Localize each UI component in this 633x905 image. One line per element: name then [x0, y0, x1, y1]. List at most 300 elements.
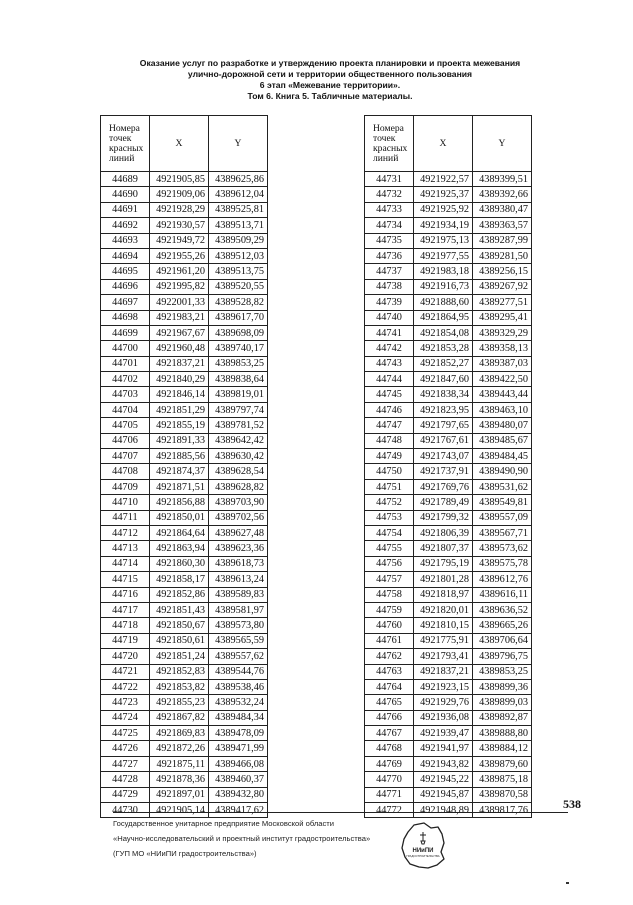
table-row — [101, 187, 268, 202]
table-body-left — [101, 172, 268, 818]
x-coordinate-cell: 4921860,30 — [150, 556, 209, 571]
table-row — [101, 525, 268, 540]
point-number-cell: 44694 — [101, 248, 150, 263]
x-coordinate-cell: 4921807,37 — [414, 541, 473, 556]
x-coordinate-cell: 4921852,27 — [414, 356, 473, 371]
x-coordinate-cell: 4921853,82 — [150, 679, 209, 694]
table-row — [365, 310, 532, 325]
x-coordinate-cell: 4921837,21 — [150, 356, 209, 371]
y-coordinate-cell: 4389277,51 — [473, 295, 532, 310]
table-row — [365, 541, 532, 556]
table-row — [365, 279, 532, 294]
point-number-cell: 44762 — [365, 649, 414, 664]
y-coordinate-cell: 4389740,17 — [209, 341, 268, 356]
point-number-cell: 44735 — [365, 233, 414, 248]
point-number-cell: 44709 — [101, 479, 150, 494]
x-coordinate-cell: 4921806,39 — [414, 525, 473, 540]
y-coordinate-cell: 4389281,50 — [473, 248, 532, 263]
x-coordinate-cell: 4922001,33 — [150, 295, 209, 310]
x-coordinate-cell: 4921775,91 — [414, 633, 473, 648]
table-row — [365, 433, 532, 448]
table-row — [365, 418, 532, 433]
point-number-cell: 44752 — [365, 495, 414, 510]
point-number-cell: 44706 — [101, 433, 150, 448]
table-row — [365, 741, 532, 756]
table-row — [365, 602, 532, 617]
table-row — [365, 218, 532, 233]
x-coordinate-cell: 4921891,33 — [150, 433, 209, 448]
table-row — [101, 572, 268, 587]
x-coordinate-cell: 4921871,51 — [150, 479, 209, 494]
table-row — [101, 664, 268, 679]
point-number-cell: 44716 — [101, 587, 150, 602]
point-number-cell: 44719 — [101, 633, 150, 648]
table-row — [101, 741, 268, 756]
y-coordinate-cell: 4389612,04 — [209, 187, 268, 202]
table-row — [365, 710, 532, 725]
point-number-cell: 44702 — [101, 372, 150, 387]
header-point-l1: Номера — [109, 122, 140, 134]
x-coordinate-cell: 4921960,48 — [150, 341, 209, 356]
y-coordinate-cell: 4389466,08 — [209, 756, 268, 771]
x-coordinate-cell: 4921851,43 — [150, 602, 209, 617]
point-number-cell: 44691 — [101, 202, 150, 217]
y-coordinate-cell: 4389549,81 — [473, 495, 532, 510]
y-coordinate-cell: 4389573,80 — [209, 618, 268, 633]
y-coordinate-cell: 4389870,58 — [473, 787, 532, 802]
header-line-3: 6 этап «Межевание территории». — [259, 80, 401, 90]
point-number-cell: 44717 — [101, 602, 150, 617]
y-coordinate-cell: 4389287,99 — [473, 233, 532, 248]
x-coordinate-cell: 4921930,57 — [150, 218, 209, 233]
scan-mark — [566, 882, 569, 884]
table-row — [365, 264, 532, 279]
y-coordinate-cell: 4389796,75 — [473, 649, 532, 664]
x-coordinate-cell: 4921905,85 — [150, 172, 209, 187]
coordinates-table-left — [100, 115, 268, 818]
y-coordinate-cell: 4389520,55 — [209, 279, 268, 294]
y-coordinate-cell: 4389875,18 — [473, 772, 532, 787]
point-number-cell: 44760 — [365, 618, 414, 633]
point-number-cell: 44728 — [101, 772, 150, 787]
y-coordinate-cell: 4389538,46 — [209, 679, 268, 694]
table-header-row — [101, 116, 268, 172]
x-coordinate-cell: 4921943,82 — [414, 756, 473, 771]
point-number-cell: 44726 — [101, 741, 150, 756]
x-coordinate-cell: 4921856,88 — [150, 495, 209, 510]
table-row — [101, 510, 268, 525]
y-coordinate-cell: 4389636,52 — [473, 602, 532, 617]
point-number-cell: 44764 — [365, 679, 414, 694]
point-number-cell: 44714 — [101, 556, 150, 571]
point-number-cell: 44718 — [101, 618, 150, 633]
x-coordinate-cell: 4921995,82 — [150, 279, 209, 294]
point-number-cell: 44741 — [365, 325, 414, 340]
table-row — [365, 479, 532, 494]
table-row — [101, 310, 268, 325]
y-coordinate-cell: 4389879,60 — [473, 756, 532, 771]
table-row — [365, 233, 532, 248]
y-coordinate-cell: 4389884,12 — [473, 741, 532, 756]
table-row — [101, 772, 268, 787]
point-number-cell: 44722 — [101, 679, 150, 694]
table-row — [365, 449, 532, 464]
point-number-cell: 44721 — [101, 664, 150, 679]
table-row — [101, 218, 268, 233]
y-coordinate-cell: 4389417,62 — [209, 803, 268, 818]
y-coordinate-cell: 4389665,26 — [473, 618, 532, 633]
y-coordinate-cell: 4389256,15 — [473, 264, 532, 279]
x-coordinate-cell: 4921850,61 — [150, 633, 209, 648]
footer-line-1: Государственное унитарное предприятие Московской области — [113, 819, 335, 828]
table-row — [365, 464, 532, 479]
y-coordinate-cell: 4389358,13 — [473, 341, 532, 356]
point-number-cell: 44745 — [365, 387, 414, 402]
x-coordinate-cell: 4921936,08 — [414, 710, 473, 725]
table-row — [101, 587, 268, 602]
point-number-cell: 44710 — [101, 495, 150, 510]
point-number-cell: 44746 — [365, 402, 414, 417]
x-coordinate-cell: 4921769,76 — [414, 479, 473, 494]
table-row — [365, 649, 532, 664]
footer-divider — [113, 812, 568, 813]
point-number-cell: 44724 — [101, 710, 150, 725]
x-coordinate-cell: 4921795,19 — [414, 556, 473, 571]
x-coordinate-cell: 4921872,26 — [150, 741, 209, 756]
point-number-cell: 44739 — [365, 295, 414, 310]
point-number-cell: 44725 — [101, 726, 150, 741]
header-point-number — [365, 116, 414, 172]
x-coordinate-cell: 4921837,21 — [414, 664, 473, 679]
point-number-cell: 44695 — [101, 264, 150, 279]
table-row — [365, 187, 532, 202]
y-coordinate-cell: 4389525,81 — [209, 202, 268, 217]
y-coordinate-cell: 4389573,62 — [473, 541, 532, 556]
table-row — [365, 510, 532, 525]
table-row — [365, 525, 532, 540]
x-coordinate-cell: 4921909,06 — [150, 187, 209, 202]
x-coordinate-cell: 4921864,95 — [414, 310, 473, 325]
table-row — [365, 172, 532, 187]
x-coordinate-cell: 4921851,29 — [150, 402, 209, 417]
table-row — [365, 356, 532, 371]
x-coordinate-cell: 4921897,01 — [150, 787, 209, 802]
y-coordinate-cell: 4389565,59 — [209, 633, 268, 648]
header-point-l1: Номера — [373, 122, 404, 134]
point-number-cell: 44765 — [365, 695, 414, 710]
table-row — [101, 695, 268, 710]
point-number-cell: 44766 — [365, 710, 414, 725]
x-coordinate-cell: 4921850,67 — [150, 618, 209, 633]
page-number: 538 — [563, 797, 581, 811]
table-row — [101, 279, 268, 294]
y-coordinate-cell: 4389528,82 — [209, 295, 268, 310]
x-coordinate-cell: 4921854,08 — [414, 325, 473, 340]
point-number-cell: 44738 — [365, 279, 414, 294]
point-number-cell: 44754 — [365, 525, 414, 540]
y-coordinate-cell: 4389531,62 — [473, 479, 532, 494]
table-row — [365, 726, 532, 741]
y-coordinate-cell: 4389443,44 — [473, 387, 532, 402]
point-number-cell: 44770 — [365, 772, 414, 787]
y-coordinate-cell: 4389532,24 — [209, 695, 268, 710]
header-line-4: Том 6. Книга 5. Табличные материалы. — [247, 91, 413, 101]
table-row — [365, 248, 532, 263]
y-coordinate-cell: 4389557,09 — [473, 510, 532, 525]
x-coordinate-cell: 4921867,82 — [150, 710, 209, 725]
x-coordinate-cell: 4921934,19 — [414, 218, 473, 233]
y-coordinate-cell: 4389698,09 — [209, 325, 268, 340]
x-coordinate-cell: 4921945,87 — [414, 787, 473, 802]
x-coordinate-cell: 4921874,37 — [150, 464, 209, 479]
y-coordinate-cell: 4389581,97 — [209, 602, 268, 617]
table-row — [365, 495, 532, 510]
x-coordinate-cell: 4921793,41 — [414, 649, 473, 664]
document-header — [120, 58, 540, 102]
point-number-cell: 44747 — [365, 418, 414, 433]
table-row — [365, 387, 532, 402]
x-coordinate-cell: 4921878,36 — [150, 772, 209, 787]
table-row — [365, 295, 532, 310]
x-coordinate-cell: 4921863,94 — [150, 541, 209, 556]
table-row — [365, 587, 532, 602]
y-coordinate-cell: 4389617,70 — [209, 310, 268, 325]
logo-text-main: НИиПИ — [412, 848, 434, 854]
point-number-cell: 44737 — [365, 264, 414, 279]
y-coordinate-cell: 4389853,25 — [209, 356, 268, 371]
table-row — [101, 556, 268, 571]
point-number-cell: 44769 — [365, 756, 414, 771]
point-number-cell: 44753 — [365, 510, 414, 525]
point-number-cell: 44736 — [365, 248, 414, 263]
y-coordinate-cell: 4389627,48 — [209, 525, 268, 540]
y-coordinate-cell: 4389557,62 — [209, 649, 268, 664]
table-row — [365, 325, 532, 340]
table-body-right — [365, 172, 532, 818]
table-row — [101, 787, 268, 802]
point-number-cell: 44761 — [365, 633, 414, 648]
point-number-cell: 44763 — [365, 664, 414, 679]
x-coordinate-cell: 4921888,60 — [414, 295, 473, 310]
point-number-cell: 44693 — [101, 233, 150, 248]
table-row — [101, 418, 268, 433]
table-row — [101, 295, 268, 310]
y-coordinate-cell: 4389819,01 — [209, 387, 268, 402]
table-row — [101, 633, 268, 648]
y-coordinate-cell: 4389797,74 — [209, 402, 268, 417]
y-coordinate-cell: 4389392,66 — [473, 187, 532, 202]
x-coordinate-cell: 4921875,11 — [150, 756, 209, 771]
x-coordinate-cell: 4921855,23 — [150, 695, 209, 710]
y-coordinate-cell: 4389480,07 — [473, 418, 532, 433]
point-number-cell: 44729 — [101, 787, 150, 802]
y-coordinate-cell: 4389490,90 — [473, 464, 532, 479]
y-coordinate-cell: 4389460,37 — [209, 772, 268, 787]
point-number-cell: 44740 — [365, 310, 414, 325]
table-row — [365, 556, 532, 571]
y-coordinate-cell: 4389618,73 — [209, 556, 268, 571]
table-row — [365, 402, 532, 417]
table-row — [101, 433, 268, 448]
point-number-cell: 44734 — [365, 218, 414, 233]
point-number-cell: 44699 — [101, 325, 150, 340]
x-coordinate-cell: 4921847,60 — [414, 372, 473, 387]
table-row — [101, 372, 268, 387]
table-row — [365, 695, 532, 710]
table-row — [101, 464, 268, 479]
footer-line-2: «Научно-исследовательский и проектный институт градостроительства» — [113, 834, 371, 843]
point-number-cell: 44758 — [365, 587, 414, 602]
x-coordinate-cell: 4921949,72 — [150, 233, 209, 248]
y-coordinate-cell: 4389463,10 — [473, 402, 532, 417]
point-number-cell: 44772 — [365, 803, 414, 818]
y-coordinate-cell: 4389628,54 — [209, 464, 268, 479]
point-number-cell: 44720 — [101, 649, 150, 664]
point-number-cell: 44715 — [101, 572, 150, 587]
header-point-l3: красных — [109, 142, 144, 154]
table-row — [101, 618, 268, 633]
point-number-cell: 44704 — [101, 402, 150, 417]
x-coordinate-cell: 4921955,26 — [150, 248, 209, 263]
point-number-cell: 44711 — [101, 510, 150, 525]
table-row — [101, 325, 268, 340]
document-footer — [113, 816, 413, 861]
x-coordinate-cell: 4921852,86 — [150, 587, 209, 602]
table-row — [365, 618, 532, 633]
header-line-2: улично-дорожной сети и территории общественного пользования — [187, 69, 473, 79]
y-coordinate-cell: 4389899,36 — [473, 679, 532, 694]
table-row — [101, 202, 268, 217]
point-number-cell: 44750 — [365, 464, 414, 479]
x-coordinate-cell: 4921941,97 — [414, 741, 473, 756]
x-coordinate-cell: 4921939,47 — [414, 726, 473, 741]
y-coordinate-cell: 4389380,47 — [473, 202, 532, 217]
header-x: X — [414, 116, 473, 172]
x-coordinate-cell: 4921737,91 — [414, 464, 473, 479]
table-header-row — [365, 116, 532, 172]
y-coordinate-cell: 4389628,82 — [209, 479, 268, 494]
x-coordinate-cell: 4921855,19 — [150, 418, 209, 433]
x-coordinate-cell: 4921983,21 — [150, 310, 209, 325]
table-row — [101, 479, 268, 494]
header-point-l2: точек — [109, 132, 132, 144]
x-coordinate-cell: 4921820,01 — [414, 602, 473, 617]
y-coordinate-cell: 4389513,75 — [209, 264, 268, 279]
point-number-cell: 44692 — [101, 218, 150, 233]
point-number-cell: 44743 — [365, 356, 414, 371]
y-coordinate-cell: 4389575,78 — [473, 556, 532, 571]
header-point-l3: красных — [373, 142, 408, 154]
table-row — [101, 248, 268, 263]
y-coordinate-cell: 4389616,11 — [473, 587, 532, 602]
x-coordinate-cell: 4921810,15 — [414, 618, 473, 633]
y-coordinate-cell: 4389817,76 — [473, 803, 532, 818]
y-coordinate-cell: 4389387,03 — [473, 356, 532, 371]
y-coordinate-cell: 4389478,09 — [209, 726, 268, 741]
table-row — [365, 772, 532, 787]
x-coordinate-cell: 4921743,07 — [414, 449, 473, 464]
point-number-cell: 44727 — [101, 756, 150, 771]
y-coordinate-cell: 4389702,56 — [209, 510, 268, 525]
y-coordinate-cell: 4389432,80 — [209, 787, 268, 802]
table-row — [365, 572, 532, 587]
point-number-cell: 44768 — [365, 741, 414, 756]
point-number-cell: 44742 — [365, 341, 414, 356]
table-row — [365, 372, 532, 387]
y-coordinate-cell: 4389642,42 — [209, 433, 268, 448]
header-y: Y — [473, 116, 532, 172]
footer-line-3: (ГУП МО «НИиПИ градостроительства») — [113, 849, 257, 858]
table-row — [101, 264, 268, 279]
table-row — [365, 787, 532, 802]
table-row — [365, 756, 532, 771]
point-number-cell: 44697 — [101, 295, 150, 310]
x-coordinate-cell: 4921975,13 — [414, 233, 473, 248]
point-number-cell: 44759 — [365, 602, 414, 617]
table-row — [101, 679, 268, 694]
table-row — [101, 726, 268, 741]
point-number-cell: 44696 — [101, 279, 150, 294]
header-point-l4: линий — [109, 152, 135, 164]
y-coordinate-cell: 4389703,90 — [209, 495, 268, 510]
table-row — [101, 495, 268, 510]
table-row — [101, 402, 268, 417]
y-coordinate-cell: 4389471,99 — [209, 741, 268, 756]
x-coordinate-cell: 4921789,49 — [414, 495, 473, 510]
y-coordinate-cell: 4389512,03 — [209, 248, 268, 263]
x-coordinate-cell: 4921916,73 — [414, 279, 473, 294]
x-coordinate-cell: 4921922,57 — [414, 172, 473, 187]
point-number-cell: 44749 — [365, 449, 414, 464]
x-coordinate-cell: 4921767,61 — [414, 433, 473, 448]
y-coordinate-cell: 4389625,86 — [209, 172, 268, 187]
coordinates-table-right — [364, 115, 532, 818]
x-coordinate-cell: 4921851,24 — [150, 649, 209, 664]
header-y: Y — [209, 116, 268, 172]
y-coordinate-cell: 4389484,34 — [209, 710, 268, 725]
header-point-l4: линий — [373, 152, 399, 164]
y-coordinate-cell: 4389513,71 — [209, 218, 268, 233]
point-number-cell: 44703 — [101, 387, 150, 402]
point-number-cell: 44698 — [101, 310, 150, 325]
point-number-cell: 44755 — [365, 541, 414, 556]
point-number-cell: 44767 — [365, 726, 414, 741]
table-row — [101, 387, 268, 402]
y-coordinate-cell: 4389888,80 — [473, 726, 532, 741]
point-number-cell: 44732 — [365, 187, 414, 202]
header-point-l2: точек — [373, 132, 396, 144]
x-coordinate-cell: 4921885,56 — [150, 449, 209, 464]
x-coordinate-cell: 4921840,29 — [150, 372, 209, 387]
point-number-cell: 44723 — [101, 695, 150, 710]
table-row — [365, 202, 532, 217]
moscow-oblast-map-logo-icon — [400, 822, 446, 870]
table-row — [101, 449, 268, 464]
point-number-cell: 44771 — [365, 787, 414, 802]
y-coordinate-cell: 4389623,36 — [209, 541, 268, 556]
y-coordinate-cell: 4389589,83 — [209, 587, 268, 602]
y-coordinate-cell: 4389853,25 — [473, 664, 532, 679]
x-coordinate-cell: 4921864,64 — [150, 525, 209, 540]
y-coordinate-cell: 4389295,41 — [473, 310, 532, 325]
x-coordinate-cell: 4921797,65 — [414, 418, 473, 433]
x-coordinate-cell: 4921850,01 — [150, 510, 209, 525]
y-coordinate-cell: 4389630,42 — [209, 449, 268, 464]
table-row — [365, 664, 532, 679]
point-number-cell: 44708 — [101, 464, 150, 479]
header-point-number — [101, 116, 150, 172]
x-coordinate-cell: 4921925,92 — [414, 202, 473, 217]
